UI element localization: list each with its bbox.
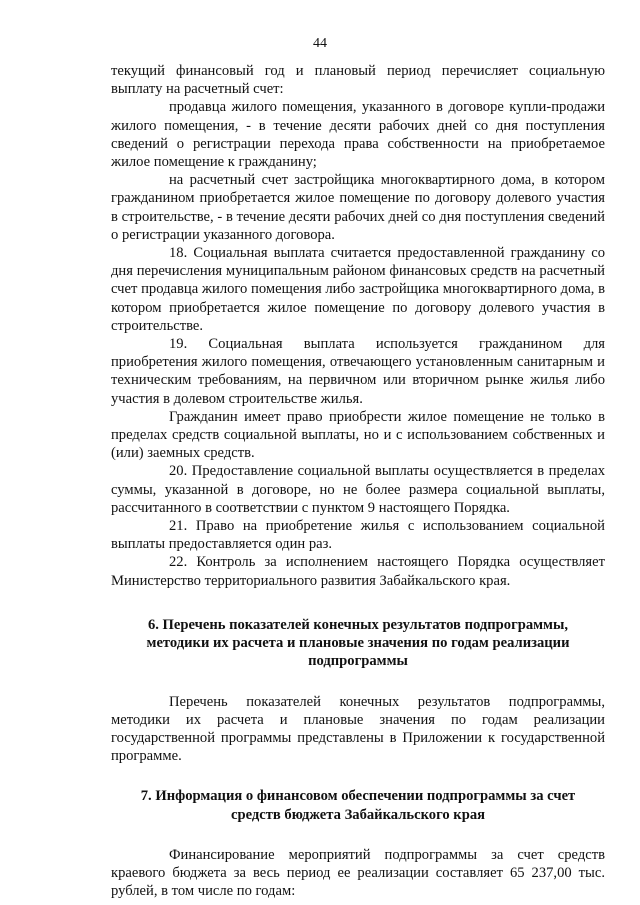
paragraph-item-18: 18. Социальная выплата считается предоставленной гражданину со дня перечисления муниципальным районом финансовых средств на расчетный счет продавца жилого помещения либо застройщика многоквартирного дома, в котором приобретается жилое помещение по договору долевого участия в строительстве. [111, 245, 605, 334]
paragraph: Гражданин имеет право приобрести жилое помещение не только в пределах средств социальной выплаты, но и с использованием собственных и (или) заемных средств. [111, 408, 605, 462]
document-body [111, 62, 605, 900]
page-number: 44 [313, 36, 327, 51]
section-6-heading: 6. Перечень показателей конечных результатов подпрограммы, методики их расчета и плановые значения по годам реализации подпрограммы [146, 616, 570, 670]
paragraph: продавца жилого помещения, указанного в договоре купли-продажи жилого помещения, - в течение десяти рабочих дней со дня поступления сведений о регистрации перехода права собственности на приобретаемое жилое помещение к гражданину; [111, 99, 605, 171]
section-7-heading: 7. Информация о финансовом обеспечении подпрограммы за счет средств бюджета Забайкальского края [140, 788, 576, 823]
paragraph-item-21: 21. Право на приобретение жилья с использованием социальной выплаты предоставляется один раз. [111, 518, 605, 553]
paragraph: текущий финансовый год и плановый период перечисляет социальную выплату на расчетный счет: [111, 63, 605, 98]
paragraph-item-20: 20. Предоставление социальной выплаты осуществляется в пределах суммы, указанной в договоре, но не более размера социальной выплаты, рассчитанного в соответствии с пунктом 9 настоящего Порядка. [111, 463, 605, 516]
section-6-paragraph: Перечень показателей конечных результатов подпрограммы, методики их расчета и плановые значения по годам реализации государственной программы представлены в Приложении к государственной программе. [111, 693, 605, 765]
paragraph-item-19: 19. Социальная выплата используется гражданином для приобретения жилого помещения, отвечающего установленным санитарным и техническим требованиям, на первичном или вторичном рынке жилья либо участия в долевом строительстве жилья. [111, 336, 605, 407]
paragraph: на расчетный счет застройщика многоквартирного дома, в котором гражданином приобретается жилое помещение по договору долевого участия в строительстве, - в течение десяти рабочих дней со дня поступления сведений о регистрации указанного договора. [111, 172, 605, 243]
section-7-paragraph: Финансирование мероприятий подпрограммы за счет средств краевого бюджета за весь период ее реализации составляет 65 237,00 тыс. рублей, в том числе по годам: [111, 846, 605, 900]
paragraph-item-22: 22. Контроль за исполнением настоящего Порядка осуществляет Министерство территориального развития Забайкальского края. [111, 554, 605, 589]
